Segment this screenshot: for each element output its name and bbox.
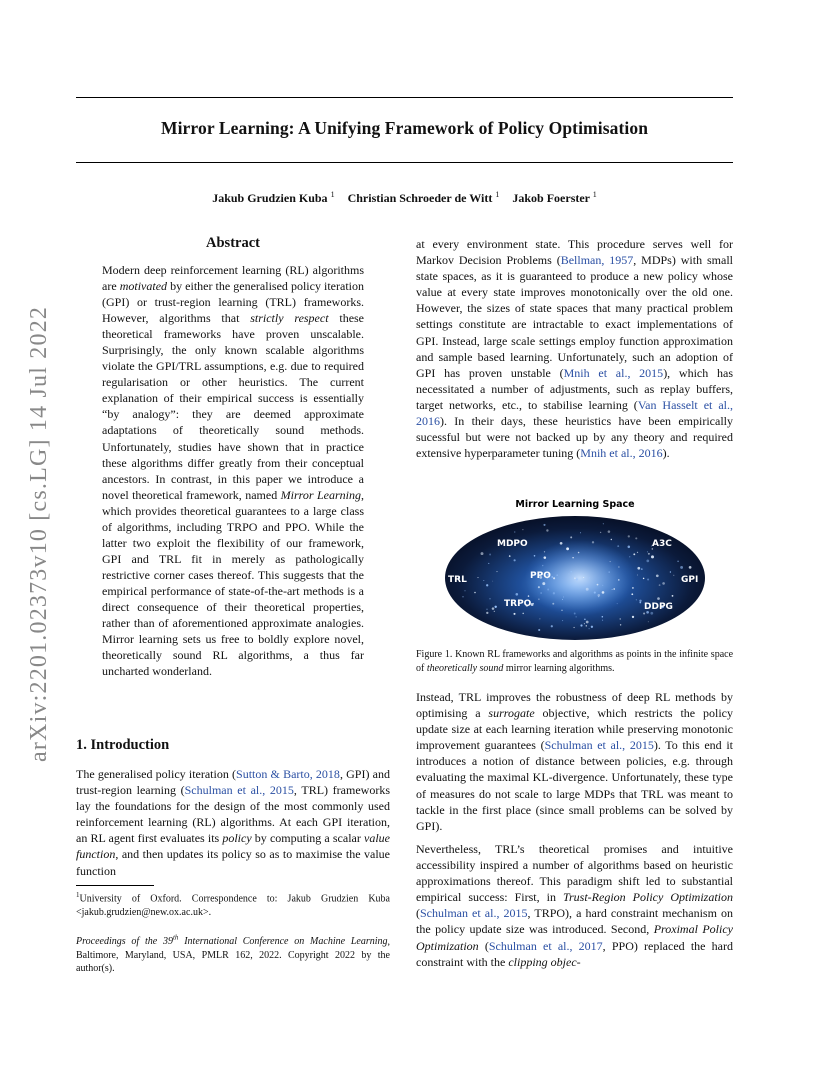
star-dot: [544, 551, 545, 552]
star-dot: [639, 600, 641, 602]
star-dot: [522, 613, 524, 615]
mirror-learning-space-figure: [440, 494, 710, 642]
star-dot: [637, 575, 638, 576]
star-dot: [494, 606, 496, 608]
star-dot: [598, 594, 601, 597]
paper-title: Mirror Learning: A Unifying Framework of Policy Optimisation: [160, 118, 649, 138]
star-dot: [643, 578, 645, 580]
star-dot: [562, 599, 563, 600]
star-dot: [547, 589, 549, 591]
star-dot: [551, 576, 553, 578]
star-dot: [481, 552, 484, 555]
star-dot: [573, 627, 574, 628]
star-dot: [603, 523, 604, 524]
abstract-heading: Abstract: [206, 235, 260, 251]
star-dot: [591, 626, 593, 628]
abstract-body: Modern deep reinforcement learning (RL) algorithms are motivated by either the generalised policy iteration (GPI) or trust-region learning (TRL) frameworks. However, algorithms that strictly respect these theoretical frameworks have proven unscalable. Surprisingly, the only known scalable algorithms violate the GPI/TRL assumptions, e.g. due to required regularisation or other heuristics. The current explanation of their empirical success is essentially “by analogy”: they are deemed approximate adaptations of theoretically sound methods. Unfortunately, studies have shown that in practice these algorithms differ greatly from their conceptual ancestors. In contrast, in this paper we introduce a novel theoretical framework, named Mirror Learning, which provides theoretical guarantees to a large class of algorithms, including TRPO and PPO. While the latter two exploit the flexibility of our framework, GPI and TRL fit in merely as pathologically restrictive corner cases thereof. This suggests that the empirical performance of state-of-the-art methods is a direct consequence of their theoretical properties, rather than of aforementioned approximate analogies. Mirror learning sets us free to boldly explore novel, theoretically sound RL algorithms, a thus far uncharted wonderland.: [102, 263, 365, 679]
star-dot: [494, 611, 495, 612]
star-dot: [647, 578, 649, 580]
citation-link[interactable]: Schulman et al., 2015: [420, 906, 528, 921]
citation-link[interactable]: Schulman et al., 2015: [544, 738, 654, 753]
star-dot: [641, 568, 643, 570]
star-dot: [619, 618, 620, 619]
star-dot: [618, 566, 619, 567]
star-dot: [647, 551, 648, 552]
star-dot: [617, 545, 619, 547]
star-dot: [602, 591, 605, 594]
label-ppo: PPO: [530, 571, 551, 581]
star-dot: [546, 529, 548, 531]
star-dot: [608, 530, 611, 533]
star-dot: [637, 567, 640, 570]
star-dot: [602, 585, 603, 586]
star-dot: [544, 556, 547, 559]
star-dot: [620, 624, 621, 625]
star-dot: [474, 592, 476, 594]
author-2: Christian Schroeder de Witt $^1$: [347, 190, 500, 205]
star-dot: [602, 616, 604, 618]
star-dot: [583, 577, 584, 578]
star-dot: [632, 616, 634, 618]
star-dot: [584, 618, 586, 620]
star-dot: [551, 625, 553, 627]
star-dot: [617, 603, 618, 604]
star-dot: [571, 571, 572, 572]
star-dot: [633, 553, 635, 555]
star-dot: [637, 552, 638, 553]
star-dot: [677, 560, 679, 562]
citation-link[interactable]: Mnih et al., 2015: [563, 365, 664, 380]
star-dot: [538, 629, 540, 631]
star-dot: [509, 555, 511, 557]
star-dot: [553, 592, 555, 594]
right-column-paragraph-3: Nevertheless, TRL’s theoretical promises and intuitive accessibility inspired a number of algorithms based on heuristic approximations thereof. This paradigm shift led to substantial empirical success: First, in Trust-Region Policy Optimization (Schulman et al., 2015, TRPO), a hard constraint mechanism on the policy update size was introduced. Second, Proximal Policy Optimization (Schulman et al., 2017, PPO) replaced the hard constraint with the clipping objec-: [416, 842, 733, 969]
star-dot: [496, 571, 497, 572]
star-dot: [610, 561, 611, 562]
citation-link[interactable]: Van Hasselt et al., 2016: [416, 397, 733, 429]
star-dot: [592, 541, 594, 543]
star-dot: [670, 571, 671, 572]
author-list: [76, 190, 733, 206]
proceedings-note: Proceedings of the 39th International Conference on Machine Learning, Baltimore, Maryland, USA, PMLR 162, 2022. Copyright 2022 by the author(s).: [76, 934, 390, 975]
star-dot: [570, 536, 572, 538]
star-dot: [516, 593, 519, 596]
star-dot: [552, 603, 554, 605]
star-dot: [462, 596, 463, 597]
star-dot: [489, 598, 490, 599]
star-dot: [492, 581, 493, 582]
star-dot: [611, 539, 612, 540]
label-trl: TRL: [448, 575, 467, 585]
title-bottom-rule: [76, 162, 733, 163]
star-dot: [553, 577, 555, 579]
star-dot: [574, 613, 576, 615]
star-dot: [464, 590, 465, 591]
star-dot: [576, 578, 578, 580]
star-dot: [631, 593, 633, 595]
star-dot: [540, 592, 542, 594]
star-dot: [514, 531, 515, 532]
star-dot: [539, 618, 540, 619]
star-dot: [486, 609, 487, 610]
author-3: Jakob Foerster $^1$: [512, 190, 597, 205]
star-dot: [635, 537, 637, 539]
star-dot: [538, 586, 540, 588]
right-column-paragraph-2: Instead, TRL improves the robustness of deep RL methods by optimising a surrogate objective, which restricts the policy update size at each learning iteration while preserving monotonic improvement guarantees (Schulman et al., 2015). To this end it introduces a notion of distance between policies, e.g. through evaluating the maximal KL-divergence. Unfortunately, these type of measures do not scale to large MDPs that TRL was meant to tackle in the first place (since small problems can be solved by GPI).: [416, 690, 733, 833]
star-dot: [648, 621, 649, 622]
star-dot: [584, 623, 585, 624]
star-dot: [689, 566, 692, 569]
star-dot: [600, 532, 601, 533]
star-dot: [656, 574, 659, 577]
star-dot: [673, 575, 674, 576]
star-dot: [528, 595, 529, 596]
star-dot: [651, 555, 654, 558]
star-dot: [566, 547, 569, 550]
star-dot: [483, 580, 484, 581]
star-dot: [612, 589, 613, 590]
star-dot: [659, 584, 661, 586]
star-dot: [608, 571, 610, 573]
star-dot: [650, 612, 653, 615]
label-mdpo: MDPO: [497, 539, 528, 549]
star-dot: [543, 524, 545, 526]
star-dot: [538, 598, 539, 599]
star-dot: [580, 624, 582, 626]
star-dot: [628, 535, 630, 537]
label-a3c: A3C: [652, 539, 672, 549]
arxiv-side-label: arXiv:2201.02373v10 [cs.LG] 14 Jul 2022: [26, 305, 52, 762]
star-dot: [586, 621, 589, 624]
star-dot: [613, 588, 615, 590]
star-dot: [643, 612, 645, 614]
star-dot: [597, 584, 599, 586]
citation-link[interactable]: Mnih et al., 2016: [580, 446, 663, 461]
star-dot: [513, 613, 515, 615]
star-dot: [489, 554, 491, 556]
intro-paragraph: The generalised policy iteration (Sutton & Barto, 2018, GPI) and trust-region learning (Schulman et al., 2015, TRL) frameworks lay the foundations for the design of the most commonly used reinforcement learning (RL) algorithms. At each GPI iteration, an RL agent first evaluates its policy by computing a scalar value function, and then updates its policy so as to maximise the value function: [76, 767, 390, 878]
star-dot: [514, 559, 516, 561]
section-heading-introduction: 1. Introduction: [76, 737, 170, 753]
star-dot: [662, 582, 665, 585]
figure-title: Mirror Learning Space: [515, 499, 635, 510]
star-dot: [618, 579, 620, 581]
star-dot: [580, 532, 581, 533]
right-column-paragraph-1: at every environment state. This procedure serves well for Markov Decision Problems (Bellman, 1957, MDPs) with small state spaces, as it is guaranteed to produce a new policy whose value at every state improves monotonically over the old one. However, the sizes of state spaces that many practical problem settings constitute are intractable to exact implementations of GPI. Instead, large scale settings employ function approximation and sample based learning. Unfortunately, such an adoption of GPI has proven unstable (Mnih et al., 2015), which has necessitated a number of adjustments, such as replay buffers, target networks, etc., to stabilise learning (Van Hasselt et al., 2016). In their days, these heuristics have been empirically sucessful but were not backed up by any theory and required extensive hyperparameter tuning (Mnih et al., 2016).: [416, 237, 733, 461]
star-dot: [680, 566, 683, 569]
label-trpo: TRPO: [504, 599, 532, 609]
star-dot: [563, 596, 564, 597]
star-dot: [586, 625, 587, 626]
star-dot: [594, 592, 596, 594]
footnote-rule: [76, 885, 154, 886]
star-dot: [576, 616, 577, 617]
star-dot: [574, 577, 576, 579]
title-top-rule: [76, 97, 733, 98]
star-dot: [636, 599, 637, 600]
star-dot: [486, 584, 488, 586]
star-dot: [628, 546, 631, 549]
star-dot: [648, 553, 650, 555]
citation-link[interactable]: Schulman et al., 2017: [488, 938, 603, 953]
star-dot: [560, 542, 563, 545]
citation-link[interactable]: Sutton & Barto, 2018: [236, 767, 340, 781]
star-dot: [534, 555, 536, 557]
star-dot: [561, 610, 562, 611]
figure-caption: Figure 1. Known RL frameworks and algorithms as points in the infinite space of theoretically sound mirror learning algorithms.: [416, 649, 734, 674]
star-dot: [477, 577, 478, 578]
star-dot: [562, 620, 563, 621]
star-dot: [632, 587, 634, 589]
citation-link[interactable]: Bellman, 1957: [560, 253, 634, 268]
star-dot: [542, 565, 543, 566]
star-dot: [542, 582, 545, 585]
star-dot: [578, 552, 580, 554]
label-gpi: GPI: [681, 575, 699, 585]
star-dot: [589, 628, 590, 629]
star-dot: [492, 607, 495, 610]
star-dot: [488, 563, 489, 564]
star-dot: [486, 612, 488, 614]
citation-link[interactable]: Schulman et al., 2015: [184, 783, 294, 798]
star-dot: [646, 560, 649, 563]
label-ddpg: DDPG: [644, 602, 673, 612]
star-dot: [556, 574, 558, 576]
star-dot: [586, 588, 589, 591]
star-dot: [572, 557, 573, 558]
star-dot: [672, 595, 674, 597]
star-dot: [522, 529, 523, 530]
star-dot: [657, 597, 660, 600]
star-dot: [568, 573, 569, 574]
star-dot: [589, 577, 590, 578]
star-dot: [629, 556, 630, 557]
star-dot: [602, 620, 603, 621]
affiliation-footnote: $^1$University of Oxford. Correspondence to: Jakub Grudzien Kuba <jakub.grudzien@new.ox.ac.uk>.: [76, 891, 390, 918]
author-1: Jakub Grudzien Kuba $^1$: [212, 190, 335, 205]
